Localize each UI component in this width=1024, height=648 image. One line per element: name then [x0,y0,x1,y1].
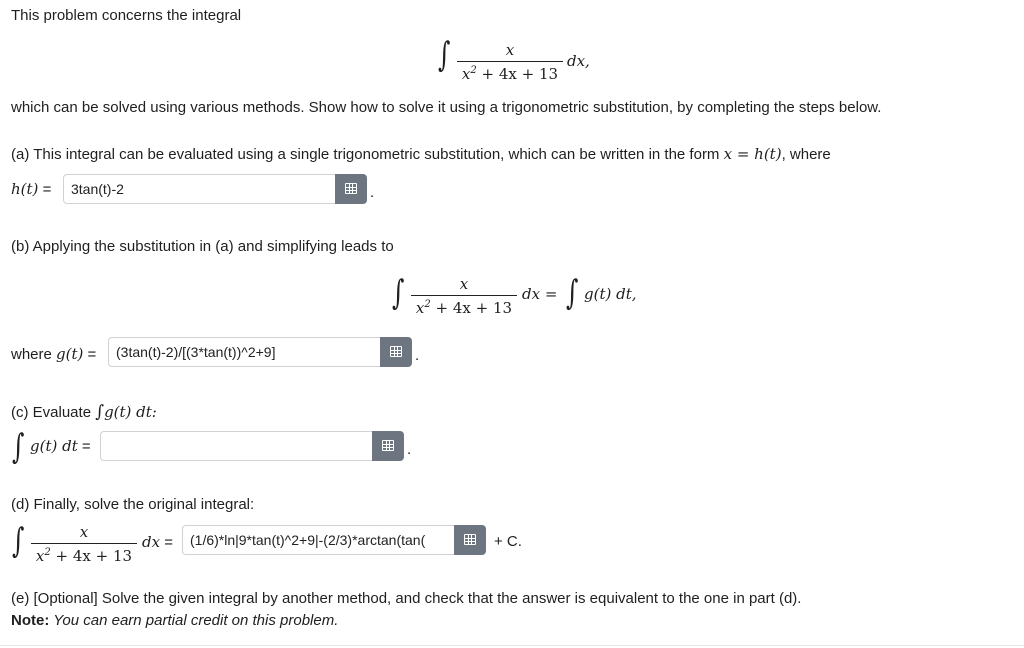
period: . [370,184,375,201]
part-d-text: (d) Finally, solve the original integral: [11,496,255,513]
part-b-dx: dx = [522,285,558,303]
c-matrix-button[interactable] [372,431,404,461]
note-text: You can earn partial credit on this problem. [49,612,339,629]
matrix-entry-icon [382,440,394,451]
integral-sign: ∫ [12,427,25,467]
matrix-entry-icon [345,183,357,194]
integrand-fraction [457,42,563,82]
integral-sign: ∫ [438,35,451,75]
period: . [415,347,420,364]
part-c-text-math: g(t) dt: [104,403,157,421]
denominator-rest: + 4x + 13 [430,299,513,317]
d-matrix-button[interactable] [454,525,486,555]
integrand-numerator: x [459,275,469,293]
g-label-equals: = [83,346,97,363]
integral-sign: ∫ [95,402,105,422]
denominator-exponent: 2 [470,65,477,76]
h-label [11,180,51,199]
g-matrix-button[interactable] [380,337,412,367]
part-a-math: x = h(t) [723,145,782,163]
matrix-entry-icon [464,534,476,545]
integral-sign: ∫ [392,273,405,313]
h-label-math: h(t) [11,180,39,198]
d-label-dx: dx [142,533,161,551]
integrand-fraction [31,524,137,564]
c-label-equals: = [77,438,91,455]
note [11,612,338,630]
g-input[interactable]: (3tan(t)-2)/[(3*tan(t))^2+9] [108,337,380,367]
g-label [11,345,96,364]
note-label: Note: [11,612,50,629]
d-label-equals: = [160,534,173,551]
denominator-x: x [461,65,471,83]
g-label-math: g(t) [56,345,84,363]
part-a-text [11,145,831,164]
denominator-rest: + 4x + 13 [476,65,559,83]
plus-c: + C. [494,533,522,550]
h-label-equals: = [38,181,52,198]
intro-text: This problem concerns the integral [11,7,242,24]
part-b-gt: g(t) dt, [584,285,637,303]
divider [0,645,1024,646]
integrand-numerator: x [79,523,89,541]
denominator-rest: + 4x + 13 [50,547,133,565]
integral-sign: ∫ [12,521,25,561]
denominator-x: x [415,299,425,317]
d-input[interactable]: (1/6)*ln|9*tan(t)^2+9|-(2/3)*arctan(tan( [182,525,454,555]
d-label [142,533,173,552]
integrand-numerator: x [505,41,515,59]
denominator-exponent: 2 [424,299,431,310]
g-label-where: where [11,346,57,363]
integral-dx: dx, [567,52,590,70]
denominator-x: x [35,547,45,565]
instructions-text: which can be solved using various methods. Show how to solve it using a trigonometric substitution, by completing the steps below. [11,99,882,116]
part-c-text-start: (c) Evaluate [11,404,96,421]
integral-sign: ∫ [566,273,579,313]
part-b-text: (b) Applying the substitution in (a) and simplifying leads to [11,238,394,255]
denominator-exponent: 2 [44,547,51,558]
matrix-entry-icon [390,346,402,357]
c-label-math: g(t) dt [30,437,78,455]
part-e-text: (e) [Optional] Solve the given integral by another method, and check that the answer is equivalent to the one in part (d). [11,590,802,607]
c-input[interactable] [100,431,372,461]
period: . [407,441,412,458]
part-a-text-start: (a) This integral can be evaluated using a single trigonometric substitution, which can be written in the form [11,146,724,163]
part-a-text-end: , where [781,146,831,163]
h-input[interactable]: 3tan(t)-2 [63,174,335,204]
integrand-fraction [411,276,517,316]
c-label [30,437,91,456]
h-matrix-button[interactable] [335,174,367,204]
part-c-text [11,403,157,422]
